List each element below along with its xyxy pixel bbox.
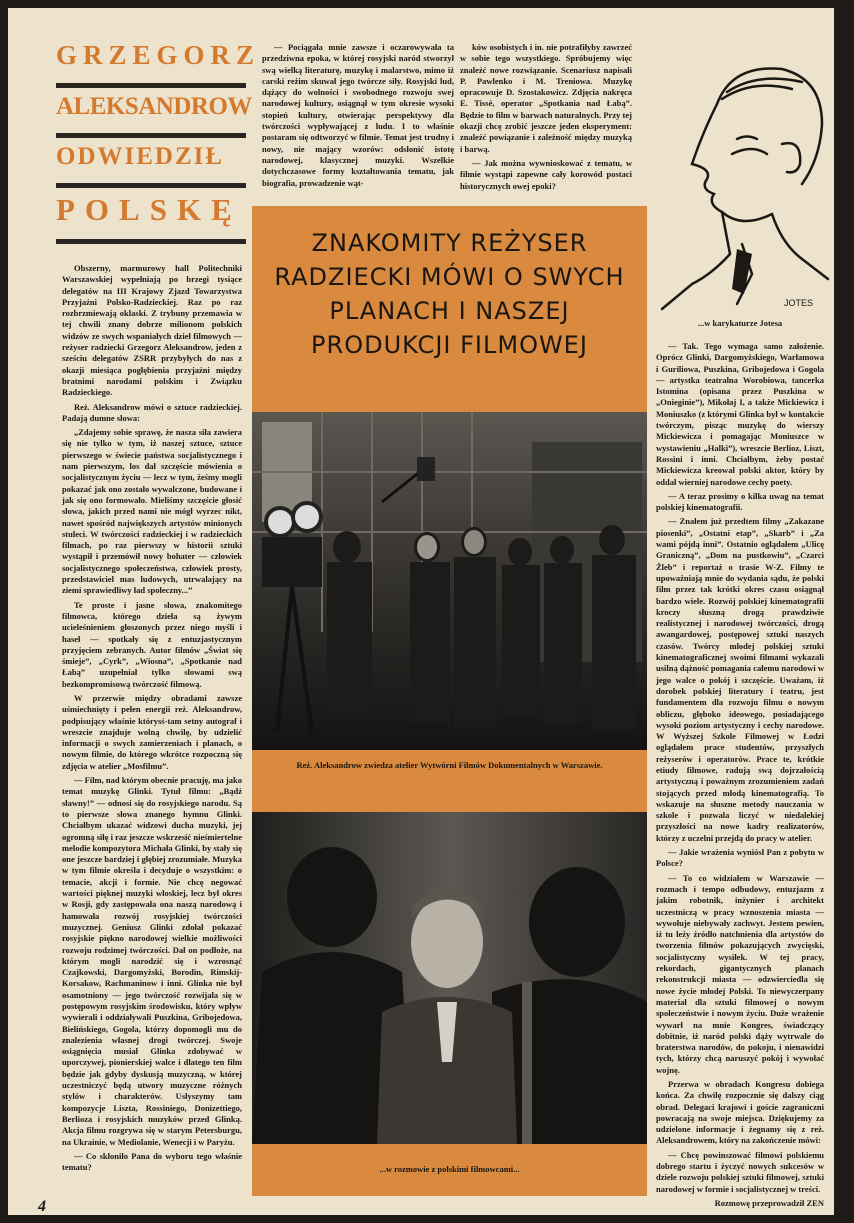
studio-photo-image <box>252 412 647 750</box>
headline-rule <box>56 133 246 138</box>
paragraph: — Znałem już przedtem filmy „Zakazane piosenki”, „Ostatni etap”, „Skarb” i „Za wami pójdą inni”. Ostatnio oglądałem „Ulicę Graniczną”, „Dom na pustkowiu”, „Czarci Żleb” i reportaż o trasie W-Z. Filmy te upoważniają mnie do wydania sądu, że polski film przez tak krótki okres czasu osiągnął bardzo wiele. Rozwój polskiej kinematografii kroczy słuszną drogą prawdziwie realistycznej i narodowej twórczości, drogą awangardowej, postępowej sztuki naszych czasów. Twórcy młodej polskiej sztuki kinematograficznej swoimi filmami wykazali usilną dążność pomagania całemu narodowi w jego walce o pokój i szczęście. Uważam, iż dorobek polskiej literatury i teatru, jest fundamentem dla rozwoju filmu o nowym obliczu, głęboko ideowego, posiadającego wysoki poziom artystyczny i cechy narodowe. W Wyższej Szkole Filmowej w Łodzi oglądałem prace studentów, przyszłych reżyserów i operatorów. Prace te, krótkie etiudy filmowe, radują swą dojrzałością artystyczną i poważnym zrozumieniem zadań stojących przed młodą kinematografią. To wskazuje na słuszne metody nauczania w szkole i pozwala liczyć w niedalekiej przyszłości na nowe kadry realizatorów, którzy z uczelni przejdą do pracy w atelier. <box>656 516 824 843</box>
page-number: 4 <box>38 1198 46 1215</box>
paragraph: — Film, nad którym obecnie pracuję, ma jako temat muzykę Glinki. Tytuł filmu: „Bądź sławny!” — odnosi się do rosyjskiego narodu. Są to pierwsze słowa znanego hymnu Glinki. Chciałbym ukazać widzowi ducha muzyki, jej ogromną siłę i raz jeszcze wskrzesić nieśmiertelne melodie kompozytora Michała Glinki, by stały się one jeszcze bardziej i głębiej zrozumiałe. Muzyka w tym filmie określa i decyduje o wszystkim: o temacie, akcji i formie. Nie chcę negować wartości pięknej muzyki włoskiej, lecz był okres w Rosji, gdy zastępowała ona naszą narodową i hamowała rozwój rosyjskiej twórczości muzycznej. Geniusz Glinki zdołał pokazać rosyjskie piękno narodowej wielkie możliwości rozwoju rodzimej twórczości. Dał on podłoże, na którym mogli narodzić się i wzrosnąć Czajkowski, Dargomyżski, Borodin, Rimskij-Korsakow, Rachmaninow i inni. Glinka nie był osamotniony — jego twórczość rozwijała się w postępowym rosyjskim środowisku, który wpływ wywierali i oddziaływali Puszkina, Gribojedowa, Bielińskiego, Gogola, którzy dopomogli mu do znalezienia własnej drogi twórczej. Swoje osiągnięcia musiał Glinka zdobywać w uporczywej, pionierskiej walce i dlatego ten film będzie jak gdyby dyskusją muzyczną, w której uczestniczyć będą utwory muzyczne różnych stylów i charakterów. Usłyszymy tam kompozycje Liszta, Rossiniego, Donizettiego, Berlioza i rosyjskich muzyków przed Glinką. Akcja filmu rozgrywa się w starym Petersburgu, na Ukrainie, w Mediolanie, Wenecji i w Paryżu. <box>62 775 242 1147</box>
photo-caption: ...w rozmowie z polskimi filmowcami... <box>252 1144 647 1196</box>
feature-title <box>274 226 624 362</box>
paragraph: Obszerny, marmurowy hall Politechniki Warszawskiej wypełniają po brzegi tysiące delegatów na III Krajowy Zjazd Towarzystwa Przyjaźni Polsko-Radzieckiej. Raz po raz rozbrzmiewają oklaski. Z trybuny przemawia w tej chwili znany dobrze milionom polskich widzów ze swych wspaniałych dzieł filmowych — reżyser radziecki Grzegorz Aleksandrow, jeden z sześciu delegatów ZSRR przybyłych do nas z okazji miesiąca pogłębienia przyjaźni między bratnimi narodami polskim i Związku Radzieckiego. <box>62 263 242 398</box>
paragraph: Przerwa w obradach Kongresu dobiega końca. Za chwilę rozpocznie się dalszy ciąg obrad. Delegaci krajowi i goście zagraniczni powracają na swoje miejsca. Dziękujemy za udzielone informacje i żegnamy się z reż. Aleksandrowem, który na zakończenie mówi: <box>656 1079 824 1146</box>
caricature-drawing <box>652 44 828 314</box>
conversation-photo-image <box>252 812 647 1144</box>
feature-title-line: RADZIECKI MÓWI O SWYCH <box>274 263 625 291</box>
paragraph: — Pociągała mnie zawsze i oczarowywała ta przedziwna epoka, w której rosyjski naród stworzył swą wielką literaturę, muzykę i malarstwo, mimo iż carski reżim skuwał jego twórcze siły. Rosyjski lud, dążący do wolności i swobodnego rozwoju swej narodowej kultury, osiągnął w tym okresie wysoki stopień kultury, otwierając perspektywy dla twórczości wypływającej z ludu. I to właśnie postaram się odtworzyć w filmie. Temat jest trudny i nowy, nie mający wzorów: odsłonić istotę narodowej, klasycznej muzyki. Wszelkie dotychczasowe formy kształtowania tematu, jak biografia, prowadzenie wąt- <box>262 42 454 188</box>
caricature <box>652 44 828 314</box>
paragraph: — Jak można wywnioskować z tematu, w filmie wystąpi zapewne cały korowód postaci historycznych owej epoki? <box>460 157 632 191</box>
feature-title-line: ZNAKOMITY REŻYSER <box>311 229 588 257</box>
paragraph: — Jakie wrażenia wyniósł Pan z pobytu w Polsce? <box>656 847 824 869</box>
conversation-photo <box>252 812 647 1144</box>
article-column-2 <box>262 42 454 202</box>
byline: Rozmowę przeprowadził ZEN <box>714 1197 824 1208</box>
headline-line-1: GRZEGORZ <box>56 40 261 70</box>
paragraph: — To co widziałem w Warszawie — rozmach i tempo odbudowy, entuzjazm z jakim robotnik, inżynier i architekt uczestniczą w pracy wznoszenia miasta — wywołuje niebywały zachwyt. Jestem pewien, iż tu leży źródło natchnienia dla artystów do tworzenia filmów pokazujących zwycięski, socjalistyczny wysiłek. W tej pracy, rekordach, gigantycznych planach rekonstrukcji miasta — odzwierciedla się nowe życie młodej Polski. To niewyczerpany materiał dla sztuki filmowej o nowym społeczeństwie i nowym życiu. Duże wrażenie wywarł na mnie Kongres, świadczący dobitnie, iż naród polski dąży wytrwale do braterstwa narodów, do pokoju, i nienawidzi tych, którzy chcą naruszyć pokój i wywołać wojnę. <box>656 872 824 1075</box>
paragraph: Te proste i jasne słowa, znakomitego filmowca, którego dzieła są żywym ucieleśnieniem głoszonych przez niego myśli i haseł — spotkały się z entuzjastycznym przyjęciem zebranych. Autor filmów „Świat się śmieje”, „Cyrk”, „Wiosna”, „Spotkanie nad Łabą” uzupełniał tylko słowami swą bezkompromisową twórczość filmową. <box>62 599 242 689</box>
article-column-1 <box>62 263 242 1183</box>
quote-paragraph: „Zdajemy sobie sprawę, że nasza siła zawiera się nie tylko w tym, iż naszej sztuce, sztuce pierwszego w świecie państwa socjalistycznego i nam pierwszym, los dał szczęście mówienia o socjalistycznym życiu — lecz w tym, żeśmy mogli pokazać jak ono zostało wywalczone, budowane i jak się ono formowało. Mieliśmy szczęście głosić słowa, jakich przed nami nie mógł wyrzec nikt, nawet spośród największych artystów minionych stuleci. W twórczości radzieckiej i w radzieckich filmach, po raz pierwszy w historii sztuki wystąpił i przemówił nowy bohater — człowiek socjalistycznego społeczeństwa, człowiek prosty, przedstawiciel mas ludowych, utrwalający na ziemi sprawiedliwy ład społeczny...” <box>62 427 242 596</box>
paragraph: ków osobistych i in. nie potrafiłyby zawrzeć w sobie tego wszystkiego. Spróbujemy więc znaleźć nowe rozwiązanie. Scenariusz napisali P. Pawlenko i M. Treniowa. Muzykę opracowuje D. Szostakowicz. Zdjęcia nakręca E. Tissé, operator „Spotkania nad Łabą”. Będzie to film w barwach naturalnych. Przy tej okazji chcę zrobić jeszcze jeden eksperyment: znaleźć powiązanie i zależność między muzyką i barwą. <box>460 42 632 154</box>
paragraph: — Co skłoniło Pana do wyboru tego właśnie tematu? <box>62 1150 242 1173</box>
paragraph: — A teraz prosimy o kilka uwag na temat polskiej kinematografii. <box>656 490 824 513</box>
orange-strip <box>252 382 647 412</box>
page-edge-shadow <box>834 0 854 1223</box>
headline-rule <box>56 183 246 188</box>
headline-line-2: ALEKSANDROW <box>56 93 252 120</box>
headline <box>56 40 261 250</box>
article-column-3 <box>460 42 632 202</box>
artist-signature: JOTES <box>784 298 814 308</box>
magazine-page <box>8 8 834 1215</box>
orange-strip <box>252 780 647 812</box>
photo-caption: Reż. Aleksandrow zwiedza atelier Wytwórni Filmów Dokumentalnych w Warszawie. <box>252 750 647 780</box>
headline-rule <box>56 239 246 244</box>
feature-title-box <box>252 206 647 382</box>
headline-line-3: ODWIEDZIŁ <box>56 143 225 170</box>
paragraph: — Chcę powinszować filmowi polskiemu dobrego startu i życzyć nowych sukcesów w dziele rozwoju polskiej sztuki filmowej, sztuki narodowej w formie i socjalistycznej w treści. <box>656 1149 824 1194</box>
headline-rule <box>56 83 246 88</box>
headline-line-4: POLSKĘ <box>56 192 242 227</box>
feature-title-line: PLANACH I NASZEJ <box>329 297 570 325</box>
feature-title-line: PRODUKCJI FILMOWEJ <box>311 331 588 359</box>
paragraph: W przerwie między obradami zawsze uśmiechnięty i pełen energii reż. Aleksandrow, podpisujący właśnie którysś-tam setny autograf i wreszcie znajduje wolną chwilę, by udzielić informacji o swych zamierzeniach i planach, o nowym filmie, do którego wkrótce rozpoczną się zdjęcia w atelier „Mosfilmu”. <box>62 692 242 771</box>
paragraph: Reż. Aleksandrow mówi o sztuce radzieckiej. Padają dumne słowa: <box>62 401 242 423</box>
studio-photo <box>252 412 647 750</box>
caricature-caption: ...w karykaturze Jotesa <box>697 318 783 328</box>
article-column-4 <box>656 341 824 1208</box>
paragraph: — Tak. Tego wymaga samo założenie. Oprócz Glinki, Dargomyżskiego, Warłamowa i Guriliowa, Puszkina, Gribojedowa i Gogola — artystka teatralna Worobiowa, tancerka Istomina (opisana przez Puszkina w „Onieginie”), Mikołaj I, a także Mickiewicz i Moniuszko (z którymi Glinka był w kontakcie twórczym, pisząc muzykę do wierszy Mickiewicza i pomagając Moniuszce w wystawieniu „Halki”), wreszcie Berlioz, Liszt, Rossini i inni. Chciałbym, żeby postać Mickiewicza kreował polski aktor, który by oddał wierniej narodowe cechy poety. <box>656 341 824 487</box>
